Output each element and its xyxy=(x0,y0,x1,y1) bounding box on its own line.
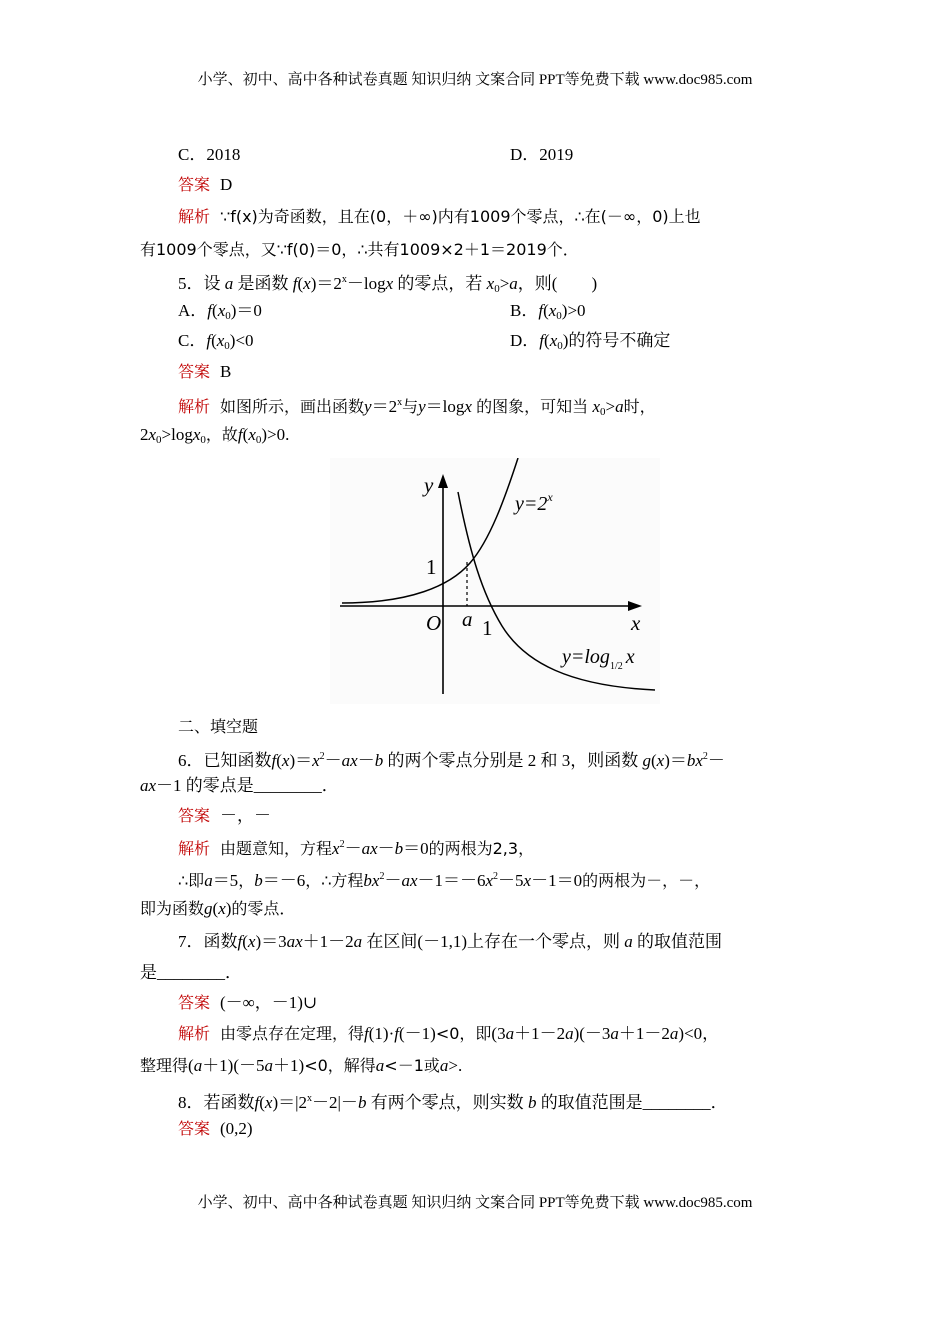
q6-analysis-line2: ∴即a＝5，b＝－6，∴方程$bx^2-ax-1=-6x^2-5x-1=0$的两根为－，－， xyxy=(178,871,711,890)
q5-analysis-line2: $2x_0>\log x_0$，故$f(x_0)>0$. xyxy=(140,425,290,446)
q6-analysis-line3: 即为函数g(x)的零点． xyxy=(140,899,296,918)
q7-stem-line1: 7．函数f(x)＝3ax＋1－2a 在区间(－1,1)上存在一个零点，则 a 的取值范围 xyxy=(178,932,722,951)
point-a-label: a xyxy=(462,607,473,631)
q4-option-d: D．2019 xyxy=(510,145,574,164)
log-curve-label: $y=\log_{1/2}$ x xyxy=(562,646,635,672)
q6-answer-line: 答案 －，－ xyxy=(178,806,272,825)
q6-answer: －，－ xyxy=(220,806,272,825)
q6-stem-line2: ax－1 的零点是________． xyxy=(140,776,339,795)
q5-analysis-line1: 解析 如图所示，画出函数$y=2^x$与y＝logx 的图象，可知当 $x_0>a$时， xyxy=(178,397,656,418)
q4-answer: D xyxy=(220,175,233,194)
section-heading: 二、填空题 xyxy=(178,717,259,736)
q5-option-d: D．$f(x_0)$的符号不确定 xyxy=(510,331,671,352)
exp-curve-label: $y=2^x$ xyxy=(515,490,553,515)
q4-analysis-text1: ∵f(x)为奇函数，且在(0，＋∞)内有1009个零点，∴在(－∞，0)上也 xyxy=(220,207,701,226)
origin-label: O xyxy=(426,611,442,635)
page-header: 小学、初中、高中各种试卷真题 知识归纳 文案合同 PPT等免费下载 www.doc985.com xyxy=(197,72,753,88)
q7-answer-line: 答案 (－∞，－1)∪ xyxy=(178,993,318,1012)
q8-answer: (0,2) xyxy=(220,1119,253,1138)
q5-answer: B xyxy=(220,362,232,381)
answer-tag: 答案 xyxy=(178,175,211,194)
q4-answer-line xyxy=(178,174,232,196)
q6-analysis-line1: 解析 由题意知，方程$x^2-ax-b=0$的两根为2,3， xyxy=(178,839,535,858)
q5-answer-line: 答案 B xyxy=(178,362,232,381)
q5-stem: 5．设 a 是函数 $f(x)=2^x-\log x$ 的零点，若 $x_0>a$，则( ) xyxy=(178,274,598,295)
x-axis-label: x xyxy=(631,611,641,635)
page-footer: 小学、初中、高中各种试卷真题 知识归纳 文案合同 PPT等免费下载 www.doc985.com xyxy=(197,1195,753,1211)
q5-option-a: A．$f(x_0)=0$ xyxy=(178,301,262,322)
y-tick-one: 1 xyxy=(426,555,437,579)
x-tick-one: 1 xyxy=(482,616,493,640)
q7-analysis-line1: 解析 由零点存在定理，得f(1)·f(－1)<0，即(3a＋1－2a)(－3a＋1－2a)<0， xyxy=(178,1024,720,1043)
y-axis-label: y xyxy=(424,473,434,497)
q7-analysis-line2: 整理得(a＋1)(－5a＋1)<0，解得a<－1或a>. xyxy=(140,1056,463,1075)
q7-answer: (－∞，－1)∪ xyxy=(220,993,318,1012)
q8-answer-line: 答案 (0,2) xyxy=(178,1119,253,1138)
q5-option-b: B．$f(x_0)>0$ xyxy=(510,301,586,322)
q4-analysis-text2: 有1009个零点，又∵f(0)＝0，∴共有1009×2＋1＝2019个． xyxy=(140,240,579,259)
graph-svg xyxy=(330,458,660,704)
q7-stem-line2: 是________． xyxy=(140,963,242,982)
q5-option-c: C．$f(x_0)<0$ xyxy=(178,331,254,352)
q8-stem: 8．若函数$f(x)=|2^x-2|-b$ 有两个零点，则实数 b 的取值范围是________． xyxy=(178,1093,728,1112)
q6-stem-line1: 6．已知函数$f(x)=x^2-ax-b$ 的两个零点分别是 2 和 3，则函数 $g(x)=bx^2-$ xyxy=(178,751,725,770)
analysis-tag: 解析 xyxy=(178,207,211,226)
q4-analysis-line2 xyxy=(140,239,579,261)
q4-analysis-line1 xyxy=(178,206,701,228)
function-graph-figure xyxy=(330,458,660,704)
q4-option-c: C．2018 xyxy=(178,145,241,164)
